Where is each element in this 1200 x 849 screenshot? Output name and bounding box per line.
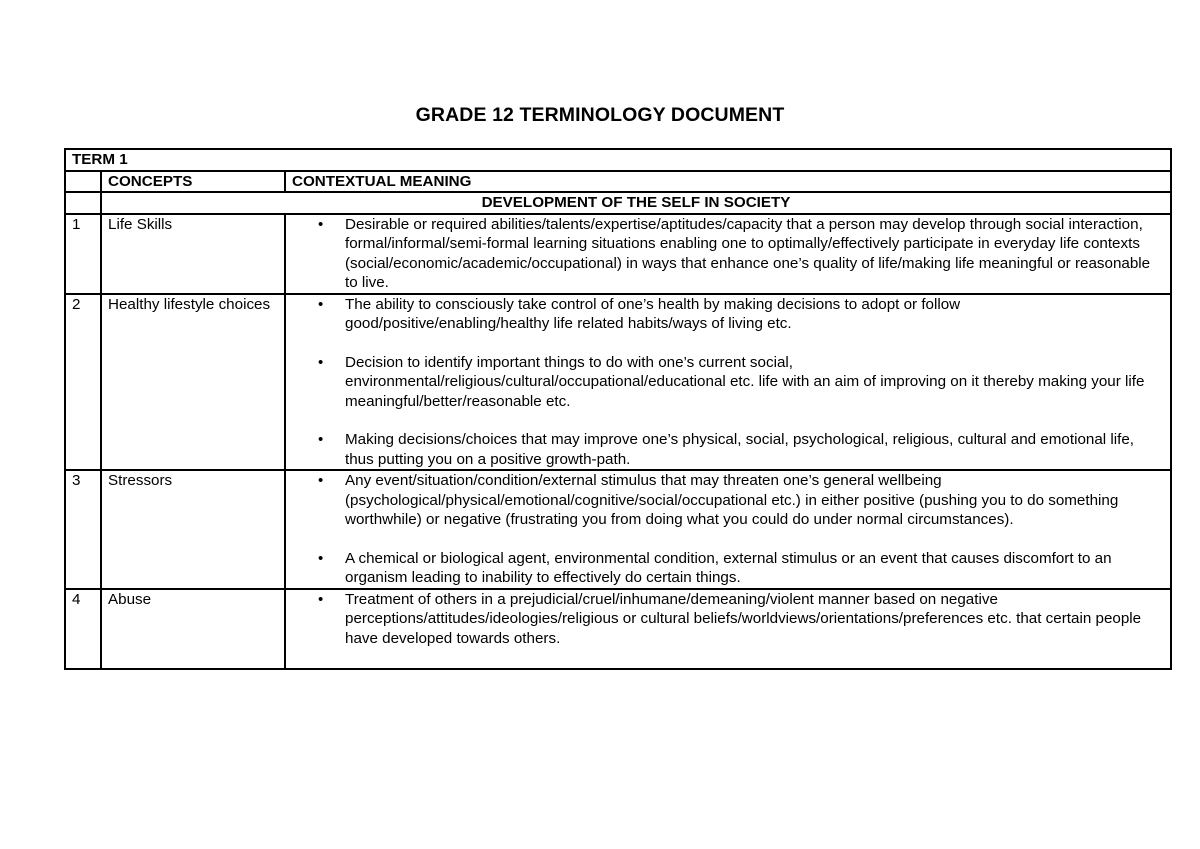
bullet-icon: •	[318, 549, 324, 567]
concept-name: Stressors	[101, 470, 285, 589]
meaning-item	[292, 430, 1164, 469]
meaning-item	[292, 295, 1164, 334]
meaning-text: The ability to consciously take control of one’s health by making decisions to adopt or follow good/positive/enabling/healthy life related habits/ways of living etc.	[345, 295, 961, 332]
meaning-cell	[285, 589, 1171, 670]
page-title: GRADE 12 TERMINOLOGY DOCUMENT	[415, 104, 785, 126]
meaning-text: Desirable or required abilities/talents/expertise/aptitudes/capacity that a person may develop through social interaction, formal/informal/semi-formal learning situations enabling one to optimally/effectively participate in everyday life contexts (social/economic/academic/occupational) in ways that enhance one’s quality of life/making life meaningful or reasonable to live.	[345, 215, 1151, 291]
meaning-cell	[285, 470, 1171, 589]
meaning-text: Any event/situation/condition/external stimulus that may threaten one’s general wellbeing (psychological/physical/emotional/cognitive/social/occupational etc.) in either positive (pushing you to do something worthwhile) or negative (frustrating you from doing what you could do under normal circumstances).	[345, 472, 1119, 528]
concept-name: Healthy lifestyle choices	[101, 294, 285, 471]
meaning-text: Making decisions/choices that may improve one’s physical, social, psychological, religious, cultural and emotional life, thus putting you on a positive growth-path.	[345, 431, 1135, 468]
meaning-list	[292, 295, 1164, 470]
bullet-icon: •	[318, 353, 324, 371]
meaning-text: Treatment of others in a prejudicial/cruel/inhumane/demeaning/violent manner based on negative perceptions/attitudes/ideologies/religious or cultural beliefs/worldviews/orientations/preferences etc. that certain people have developed towards others.	[345, 590, 1142, 647]
bullet-icon: •	[318, 431, 324, 448]
terminology-table	[64, 148, 1172, 670]
meaning-item	[292, 215, 1164, 293]
meaning-item	[292, 549, 1164, 588]
meaning-list	[292, 590, 1164, 649]
bullet-icon: •	[318, 472, 324, 489]
section-num-cell	[65, 192, 101, 214]
table-row	[65, 470, 1171, 589]
meaning-item	[292, 590, 1164, 649]
header-meaning: CONTEXTUAL MEANING	[285, 171, 1171, 193]
term-row	[65, 149, 1171, 171]
bullet-icon: •	[318, 295, 324, 313]
row-number: 2	[65, 294, 101, 471]
meaning-cell	[285, 294, 1171, 471]
section-title: DEVELOPMENT OF THE SELF IN SOCIETY	[101, 192, 1171, 214]
table-row	[65, 589, 1171, 670]
concept-name: Abuse	[101, 589, 285, 670]
concept-name: Life Skills	[101, 214, 285, 294]
bullet-icon: •	[318, 590, 324, 608]
row-number: 4	[65, 589, 101, 670]
row-number: 1	[65, 214, 101, 294]
row-number: 3	[65, 470, 101, 589]
bullet-icon: •	[318, 215, 324, 233]
term-label: TERM 1	[65, 149, 1171, 171]
meaning-cell	[285, 214, 1171, 294]
meaning-text: A chemical or biological agent, environmental condition, external stimulus or an event that causes discomfort to an organism leading to inability to effectively do certain things.	[345, 549, 1112, 586]
meaning-item	[292, 471, 1164, 530]
meaning-text: Decision to identify important things to do with one’s current social, environmental/religious/cultural/occupational/educational etc. life with an aim of improving on it thereby making your life meaningful/better/reasonable etc.	[345, 353, 1145, 410]
table-row	[65, 214, 1171, 294]
header-concepts: CONCEPTS	[101, 171, 285, 193]
meaning-list	[292, 471, 1164, 588]
header-num-cell	[65, 171, 101, 193]
table-row	[65, 294, 1171, 471]
section-row	[65, 192, 1171, 214]
meaning-list	[292, 215, 1164, 293]
meaning-item	[292, 353, 1164, 412]
header-row	[65, 171, 1171, 193]
